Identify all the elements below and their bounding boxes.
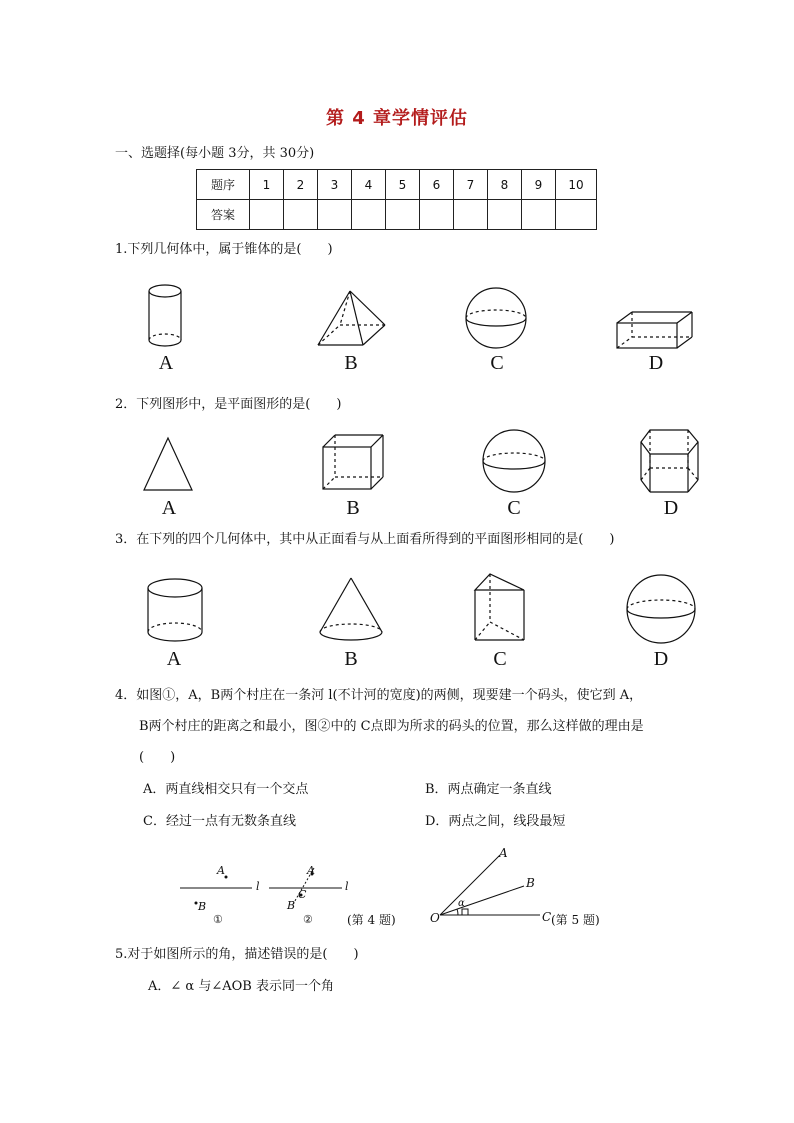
question-4-line-3: ( ) [139, 750, 176, 765]
fig5-label-o: O [430, 911, 440, 925]
fig4-label-l: l [345, 880, 349, 893]
option-d-label: D [653, 648, 669, 670]
question-4-line-2: B两个村庄的距离之和最小，图②中的 C点即为所求的码头的位置，那么这样做的理由是 [139, 719, 644, 734]
option-b-label: B [346, 497, 360, 519]
option-a-label: A [166, 648, 182, 670]
table-cell: 9 [522, 170, 556, 200]
table-cell: 10 [556, 170, 597, 200]
option-a-label: A [161, 497, 177, 519]
question-1-stem: 1.下列几何体中，属于锥体的是( ) [115, 242, 333, 257]
table-cell: 3 [318, 170, 352, 200]
table-cell: 7 [454, 170, 488, 200]
table-cell: 5 [386, 170, 420, 200]
option-c-label: C [493, 648, 507, 670]
option-a-text: A．∠ α 与∠AOB 表示同一个角 [148, 979, 334, 994]
fig4-label-a: A [217, 864, 225, 877]
table-cell: 1 [250, 170, 284, 200]
section-heading: 一、选题择(每小题 3分，共 30分) [115, 146, 315, 161]
fig4-label-b: B [287, 899, 296, 912]
fig5-label-a: A [499, 846, 508, 860]
question-3-stem: 3．在下列的四个几何体中，其中从正面看与从上面看所得到的平面图形相同的是( ) [115, 532, 615, 547]
table-cell: 8 [488, 170, 522, 200]
fig4-label-b: B [198, 900, 207, 913]
fig5-label-b: B [526, 876, 535, 890]
fig5-label-alpha: α [458, 898, 465, 909]
question-4-line-1: 4．如图①，A，B两个村庄在一条河 l(不计河的宽度)的两侧，现要建一个码头，使它到 A， [115, 688, 643, 703]
table-header: 题序 [197, 170, 250, 200]
table-cell: 2 [284, 170, 318, 200]
option-b-label: B [344, 352, 358, 374]
page-title: 第 4 章学情评估 [325, 108, 469, 129]
question-5-stem: 5.对于如图所示的角，描述错误的是( ) [115, 947, 359, 962]
option-c-label: C [490, 352, 504, 374]
table-header: 答案 [197, 200, 250, 230]
option-d-label: D [648, 352, 664, 374]
option-b-text: B．两点确定一条直线 [425, 782, 552, 797]
table-cell: 6 [420, 170, 454, 200]
fig4-circle-1: ① [213, 913, 223, 926]
option-d-label: D [663, 497, 679, 519]
fig5-label-c: C [542, 910, 552, 924]
option-c-label: C [507, 497, 521, 519]
table-cell: 4 [352, 170, 386, 200]
fig4-label-l: l [256, 880, 260, 893]
option-a-text: A．两直线相交只有一个交点 [143, 782, 309, 797]
option-c-text: C．经过一点有无数条直线 [143, 814, 296, 829]
option-b-label: B [344, 648, 358, 670]
option-d-text: D．两点之间，线段最短 [425, 814, 566, 829]
fig5-caption: (第 5 题) [551, 913, 600, 927]
fig4-label-a: A [307, 864, 315, 877]
fig4-caption: (第 4 题) [347, 913, 396, 927]
option-a-label: A [158, 352, 174, 374]
fig4-circle-2: ② [303, 913, 313, 926]
question-2-stem: 2．下列图形中，是平面图形的是( ) [115, 397, 342, 412]
fig4-label-c: C [298, 888, 307, 901]
